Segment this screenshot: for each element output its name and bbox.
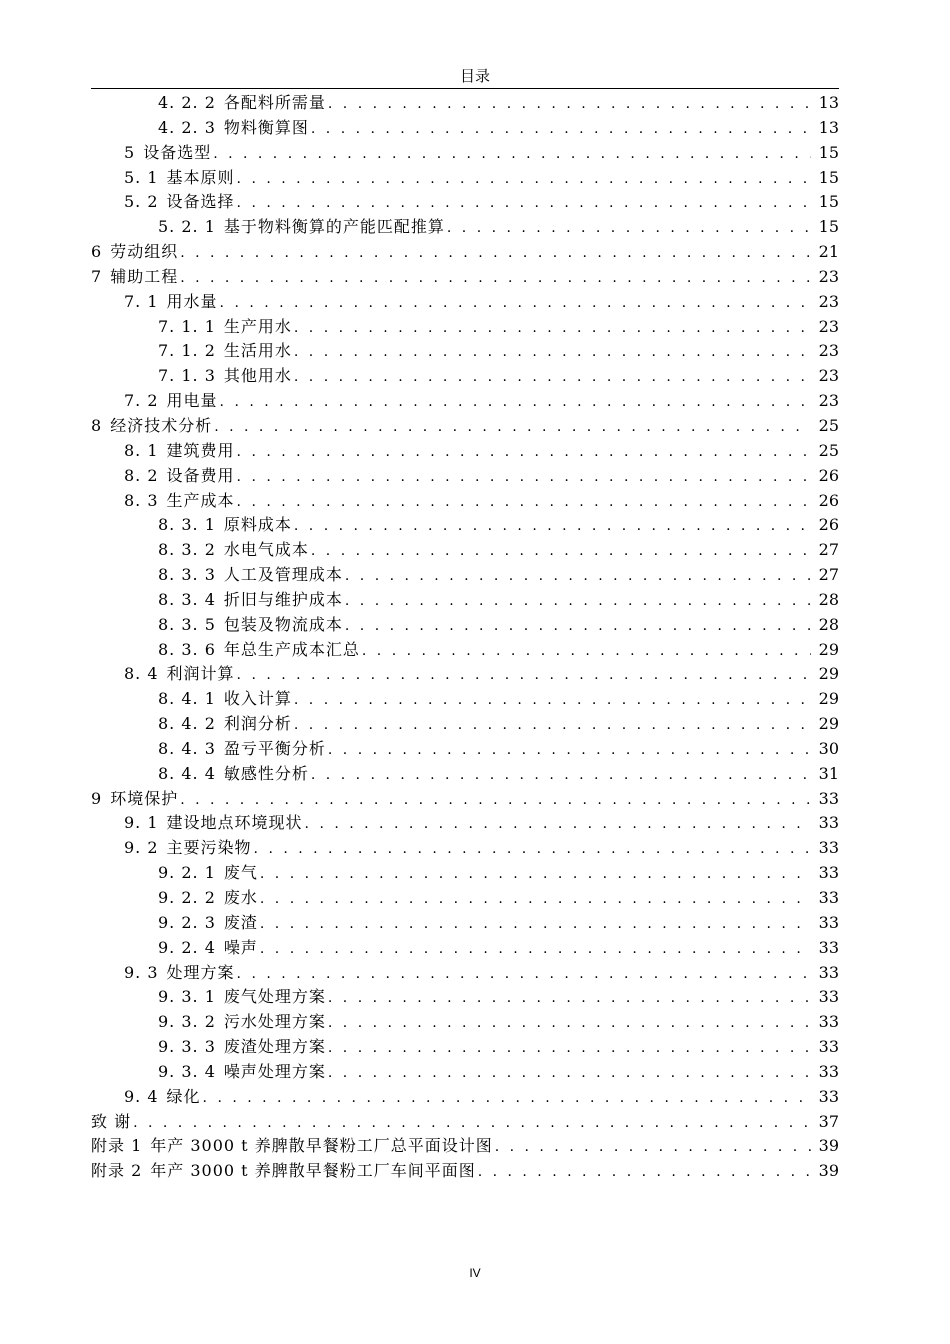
page-number: IV [469, 1266, 481, 1280]
toc-entry[interactable] [91, 215, 839, 240]
toc-dot-leader [180, 788, 811, 813]
toc-entry-number: 8. 4 [124, 664, 159, 684]
toc-dot-leader [237, 490, 811, 515]
toc-entry-page: 13 [818, 117, 839, 137]
toc-entry-title: 人工及管理成本 [223, 565, 343, 585]
toc-entry-title: 建筑费用 [166, 440, 235, 460]
toc-entry-title: 水电气成本 [223, 540, 309, 560]
toc-entry-number: 7 [91, 266, 103, 286]
toc-entry-number: 9. 3. 3 [158, 1037, 216, 1057]
toc-entry[interactable] [91, 1060, 839, 1085]
toc-entry[interactable] [91, 389, 839, 414]
toc-entry-title: 设备费用 [166, 465, 235, 485]
page-header-title: 目录 [459, 67, 490, 85]
toc-entry-page: 33 [818, 912, 839, 932]
toc-entry-title: 噪声处理方案 [223, 1061, 326, 1081]
toc-entry-page: 33 [818, 1061, 839, 1081]
toc-entry-number: 8. 3. 5 [158, 614, 216, 634]
toc-entry-number: 8. 3. 2 [158, 540, 216, 560]
toc-dot-leader [133, 1111, 811, 1136]
toc-dot-leader [294, 340, 811, 365]
toc-entry[interactable] [91, 861, 839, 886]
toc-entry-page: 25 [818, 440, 839, 460]
toc-dot-leader [328, 92, 811, 117]
toc-entry[interactable] [91, 538, 839, 563]
toc-entry[interactable] [91, 166, 839, 191]
toc-entry-number: 8. 4. 2 [158, 714, 216, 734]
toc-dot-leader [305, 812, 811, 837]
toc-entry[interactable] [91, 613, 839, 638]
toc-entry[interactable] [91, 240, 839, 265]
toc-dot-leader [214, 415, 811, 440]
toc-entry-page: 27 [818, 565, 839, 585]
toc-entry-page: 33 [818, 937, 839, 957]
toc-entry-number: 9. 2. 3 [158, 912, 216, 932]
toc-dot-leader [345, 589, 811, 614]
toc-entry-number: 5. 2. 1 [158, 217, 216, 237]
toc-entry-title: 利润计算 [166, 664, 235, 684]
toc-entry-page: 15 [818, 142, 839, 162]
toc-entry-title: 废水 [223, 888, 258, 907]
toc-entry-page: 29 [818, 689, 839, 709]
toc-entry-title: 生活用水 [223, 341, 292, 361]
toc-entry-title: 原料成本 [223, 515, 292, 535]
toc-entry-number: 9. 3. 2 [158, 1012, 216, 1032]
toc-entry-number: 5. 2 [124, 192, 159, 212]
toc-dot-leader [495, 1135, 811, 1160]
toc-entry-page: 23 [818, 341, 839, 361]
toc-entry[interactable] [91, 985, 839, 1010]
toc-entry-number: 8. 3. 6 [158, 639, 216, 659]
toc-entry-page: 33 [818, 863, 839, 883]
toc-dot-leader [345, 564, 811, 589]
toc-dot-leader [260, 912, 811, 937]
toc-entry-page: 15 [818, 217, 839, 237]
toc-entry-number: 9. 2. 1 [158, 863, 216, 883]
toc-entry[interactable] [91, 662, 839, 687]
toc-dot-leader [237, 663, 811, 688]
toc-entry-title: 环境保护 [110, 788, 179, 808]
toc-entry-page: 37 [818, 1111, 839, 1131]
toc-entry[interactable] [91, 836, 839, 861]
toc-entry-title: 敏感性分析 [223, 763, 309, 783]
toc-entry-page: 33 [818, 1012, 839, 1032]
header-rule [91, 88, 839, 89]
toc-entry[interactable] [91, 1085, 839, 1110]
toc-entry-page: 28 [818, 589, 839, 609]
toc-entry[interactable] [91, 886, 839, 911]
toc-dot-leader [180, 241, 811, 266]
toc-entry-page: 26 [818, 490, 839, 510]
toc-entry[interactable] [91, 265, 839, 290]
toc-entry-number: 9. 2. 2 [158, 888, 216, 907]
toc-entry-page: 33 [818, 813, 839, 833]
toc-entry-number: 9. 4 [124, 1086, 159, 1106]
toc-dot-leader [311, 763, 811, 788]
toc-entry-number: 7. 1. 1 [158, 316, 216, 336]
toc-entry-title: 用水量 [166, 291, 218, 311]
toc-entry-number: 9. 2 [124, 838, 159, 858]
toc-dot-leader [237, 191, 811, 216]
toc-entry-title: 各配料所需量 [223, 93, 326, 112]
toc-entry[interactable] [91, 290, 839, 315]
toc-entry-title: 致 谢 [91, 1111, 132, 1131]
toc-entry[interactable] [91, 1035, 839, 1060]
toc-entry[interactable] [91, 712, 839, 737]
toc-entry-title: 基于物料衡算的产能匹配推算 [223, 217, 445, 237]
toc-dot-leader [311, 117, 811, 142]
toc-entry-title: 设备选型 [143, 142, 212, 162]
toc-entry[interactable] [91, 687, 839, 712]
toc-dot-leader [328, 1061, 811, 1086]
toc-entry[interactable] [91, 737, 839, 762]
toc-entry-page: 26 [818, 515, 839, 535]
toc-entry-number: 4. 2. 2 [158, 93, 216, 112]
toc-dot-leader [478, 1160, 811, 1185]
toc-entry-page: 29 [818, 664, 839, 684]
toc-entry-number: 9. 3. 1 [158, 987, 216, 1007]
toc-entry-title: 废渣处理方案 [223, 1037, 326, 1057]
toc-entry-page: 27 [818, 540, 839, 560]
toc-entry[interactable] [91, 762, 839, 787]
toc-entry-page: 23 [818, 291, 839, 311]
toc-dot-leader [294, 514, 811, 539]
toc-entry-title: 物料衡算图 [223, 117, 309, 137]
toc-dot-leader [328, 1036, 811, 1061]
toc-entry-title: 设备选择 [166, 192, 235, 212]
toc-entry-title: 废气 [223, 863, 258, 883]
toc-entry-title: 生产成本 [166, 490, 235, 510]
toc-entry[interactable] [91, 588, 839, 613]
toc-dot-leader [311, 539, 811, 564]
toc-entry-title: 收入计算 [223, 689, 292, 709]
toc-entry[interactable] [91, 141, 839, 166]
toc-entry-number: 9. 3 [124, 962, 159, 982]
toc-entry-number: 8. 4. 3 [158, 738, 216, 758]
toc-entry-title: 年产 3000 t 养脾散早餐粉工厂总平面设计图 [150, 1136, 493, 1156]
toc-entry-number: 5 [124, 142, 136, 162]
toc-entry-number: 附录 2 [91, 1161, 143, 1181]
toc-dot-leader [294, 365, 811, 390]
toc-entry-title: 废渣 [223, 912, 258, 932]
toc-entry-number: 7. 1. 2 [158, 341, 216, 361]
toc-entry-page: 33 [818, 962, 839, 982]
toc-entry-number: 8. 4. 1 [158, 689, 216, 709]
toc-entry[interactable] [91, 464, 839, 489]
toc-entry-page: 39 [818, 1161, 839, 1181]
toc-entry-page: 15 [818, 192, 839, 212]
toc-entry-title: 生产用水 [223, 316, 292, 336]
toc-entry-title: 包装及物流成本 [223, 614, 343, 634]
toc-entry-title: 主要污染物 [166, 838, 252, 858]
toc-entry-page: 30 [818, 738, 839, 758]
toc-entry-page: 33 [818, 838, 839, 858]
toc-entry-page: 15 [818, 167, 839, 187]
toc-entry-page: 31 [818, 763, 839, 783]
toc-dot-leader [237, 167, 811, 192]
toc-entry[interactable] [91, 1159, 839, 1184]
toc-entry-number: 8. 4. 4 [158, 763, 216, 783]
toc-entry-number: 8 [91, 415, 103, 435]
toc-entry-page: 39 [818, 1136, 839, 1156]
toc-entry-number: 9 [91, 788, 103, 808]
toc-entry-title: 经济技术分析 [110, 415, 213, 435]
toc-dot-leader [260, 887, 811, 912]
toc-dot-leader [220, 291, 811, 316]
toc-entry[interactable] [91, 787, 839, 812]
toc-entry-number: 7. 1. 3 [158, 366, 216, 386]
toc-entry-number: 8. 3. 4 [158, 589, 216, 609]
toc-entry[interactable] [91, 489, 839, 514]
toc-entry-page: 33 [818, 987, 839, 1007]
toc-entry-title: 其他用水 [223, 366, 292, 386]
toc-entry-number: 9. 2. 4 [158, 937, 216, 957]
toc-entry-page: 23 [818, 316, 839, 336]
toc-entry-page: 23 [818, 266, 839, 286]
toc-entry-number: 8. 1 [124, 440, 159, 460]
toc-entry-number: 9. 3. 4 [158, 1061, 216, 1081]
toc-entry-title: 绿化 [166, 1086, 201, 1106]
toc-entry[interactable] [91, 811, 839, 836]
toc-entry-title: 劳动组织 [110, 242, 179, 262]
toc-dot-leader [260, 862, 811, 887]
toc-entry-title: 基本原则 [166, 167, 235, 187]
toc-entry[interactable] [91, 315, 839, 340]
toc-dot-leader [294, 688, 811, 713]
toc-entry[interactable] [91, 911, 839, 936]
toc-entry-title: 盈亏平衡分析 [223, 738, 326, 758]
toc-entry[interactable] [91, 190, 839, 215]
toc-entry[interactable] [91, 339, 839, 364]
toc-entry-page: 33 [818, 1037, 839, 1057]
toc-entry-title: 噪声 [223, 937, 258, 957]
toc-dot-leader [294, 713, 811, 738]
toc-dot-leader [260, 937, 811, 962]
toc-entry-page: 28 [818, 614, 839, 634]
toc-entry-page: 33 [818, 888, 839, 907]
toc-dot-leader [328, 1011, 811, 1036]
toc-entry-number: 8. 2 [124, 465, 159, 485]
toc-dot-leader [180, 266, 811, 291]
toc-dot-leader [213, 142, 811, 167]
toc-entry[interactable] [91, 116, 839, 141]
toc-dot-leader [362, 639, 811, 664]
toc-entry[interactable] [91, 1010, 839, 1035]
toc-entry-page: 33 [818, 788, 839, 808]
toc-dot-leader [254, 837, 811, 862]
toc-entry-number: 7. 2 [124, 391, 159, 411]
toc-entry-number: 4. 2. 3 [158, 117, 216, 137]
toc-entry-title: 建设地点环境现状 [166, 813, 303, 833]
toc-entry-page: 29 [818, 714, 839, 734]
toc-entry-number: 8. 3. 3 [158, 565, 216, 585]
toc-entry-number: 7. 1 [124, 291, 159, 311]
toc-entry-page: 23 [818, 366, 839, 386]
toc-entry-number: 8. 3. 1 [158, 515, 216, 535]
toc-entry[interactable] [91, 936, 839, 961]
toc-dot-leader [203, 1086, 811, 1111]
toc-entry[interactable] [91, 414, 839, 439]
toc-entry-number: 9. 1 [124, 813, 159, 833]
toc-entry-title: 年总生产成本汇总 [223, 639, 360, 659]
toc-entry-title: 年产 3000 t 养脾散早餐粉工厂车间平面图 [150, 1161, 476, 1181]
toc-dot-leader [328, 986, 811, 1011]
toc-entry[interactable] [91, 91, 839, 116]
toc-entry[interactable] [91, 439, 839, 464]
toc-entry-number: 8. 3 [124, 490, 159, 510]
toc-entry[interactable] [91, 961, 839, 986]
toc-entry[interactable] [91, 364, 839, 389]
toc-entry[interactable] [91, 1134, 839, 1159]
toc-entry-title: 废气处理方案 [223, 987, 326, 1007]
toc-dot-leader [237, 440, 811, 465]
toc-entry-page: 23 [818, 391, 839, 411]
toc-dot-leader [237, 465, 811, 490]
toc-dot-leader [345, 614, 811, 639]
toc-entry[interactable] [91, 513, 839, 538]
toc-entry-page: 21 [818, 242, 839, 262]
toc-dot-leader [220, 390, 811, 415]
toc-dot-leader [328, 738, 811, 763]
toc-dot-leader [294, 316, 811, 341]
toc-entry-page: 33 [818, 1086, 839, 1106]
toc-entry-title: 用电量 [166, 391, 218, 411]
toc-entry-title: 处理方案 [166, 962, 235, 982]
table-of-contents [91, 91, 839, 1184]
toc-entry[interactable] [91, 1110, 839, 1135]
toc-entry-page: 13 [818, 93, 839, 112]
toc-dot-leader [237, 962, 811, 987]
toc-entry-number: 附录 1 [91, 1136, 143, 1156]
toc-entry-title: 辅助工程 [110, 266, 179, 286]
toc-entry-title: 利润分析 [223, 714, 292, 734]
toc-dot-leader [447, 216, 811, 241]
toc-entry-title: 污水处理方案 [223, 1012, 326, 1032]
toc-entry-number: 6 [91, 242, 103, 262]
toc-entry-title: 折旧与维护成本 [223, 589, 343, 609]
toc-entry[interactable] [91, 638, 839, 663]
toc-entry-number: 5. 1 [124, 167, 159, 187]
toc-entry-page: 29 [818, 639, 839, 659]
toc-entry-page: 25 [818, 415, 839, 435]
toc-entry[interactable] [91, 563, 839, 588]
toc-entry-page: 26 [818, 465, 839, 485]
